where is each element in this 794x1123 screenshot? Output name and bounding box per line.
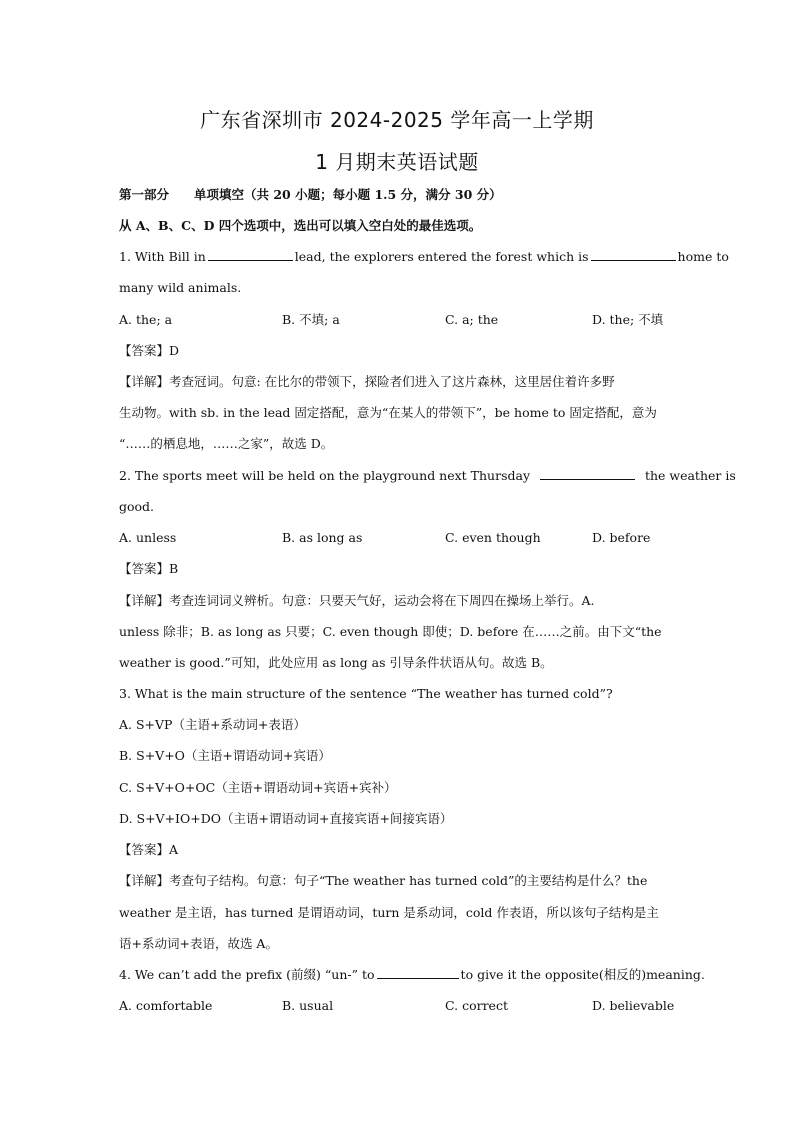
question-3-detail-line3: 语+系动词+表语，故选 A。 [119,936,278,951]
question-1-detail-line1: 【详解】考查冠词。句意: 在比尔的带领下，探险者们进入了这片森林，这里居住着许多野 [119,374,615,389]
question-4-line1 [119,966,705,984]
question-4-option-b: B. usual [282,998,334,1013]
question-2-text-a: 2. The sports meet will be held on the playground next Thursday [119,468,531,483]
question-2-text-c: the weather is [644,468,736,483]
question-4-option-d: D. believable [592,998,675,1013]
question-2-answer: 【答案】B [119,561,179,576]
question-1-option-c: C. a; the [445,312,499,327]
question-2-option-c: C. even though [445,530,541,545]
answer-blank [591,248,676,261]
answer-blank [540,467,635,480]
question-1-text-c: home to [677,249,729,264]
question-1-option-b: B. 不填; a [282,312,340,327]
document-title-line1: 广东省深圳市 2024-2025 学年高一上学期 [200,108,594,132]
question-4-text-c: to give it the opposite(相反的)meaning. [460,967,705,982]
question-2-detail-line3: weather is good.”可知，此处应用 as long as 引导条件状语从句。故选 B。 [119,655,553,670]
question-1-detail-line2: 生动物。with sb. in the lead 固定搭配，意为“在某人的带领下”，be home to 固定搭配，意为 [119,405,657,420]
question-4-option-a: A. comfortable [119,998,213,1013]
question-4-option-c: C. correct [445,998,508,1013]
question-1-text-b: lead, the explorers entered the forest which is [294,249,589,264]
question-3-detail-line2: weather 是主语，has turned 是谓语动词，turn 是系动词，cold 作表语，所以该句子结构是主 [119,905,659,920]
question-3-detail-line1: 【详解】考查句子结构。句意：句子“The weather has turned cold”的主要结构是什么？the [119,873,648,888]
question-2-detail-line2: unless 除非；B. as long as 只要；C. even though 即使；D. before 在……之前。由下文“the [119,624,662,639]
question-2-option-a: A. unless [119,530,177,545]
question-2-detail-line1: 【详解】考查连词词义辨析。句意：只要天气好，运动会将在下周四在操场上举行。A. [119,593,595,608]
question-1-line1 [119,248,729,266]
question-1-option-d: D. the; 不填 [592,312,664,327]
question-1-detail-line3: “……的栖息地，……之家”，故选 D。 [119,436,334,451]
question-1-text-a: 1. With Bill in [119,249,206,264]
question-2-option-b: B. as long as [282,530,363,545]
question-3-line1: 3. What is the main structure of the sentence “The weather has turned cold”? [119,686,613,701]
question-3-option-a: A. S+VP（主语+系动词+表语） [119,717,306,732]
question-2-option-d: D. before [592,530,651,545]
question-3-option-d: D. S+V+IO+DO（主语+谓语动词+直接宾语+间接宾语） [119,811,453,826]
question-3-option-c: C. S+V+O+OC（主语+谓语动词+宾语+宾补） [119,780,397,795]
question-1-option-a: A. the; a [119,312,173,327]
section-heading: 第一部分 单项填空（共 20 小题；每小题 1.5 分，满分 30 分） [119,187,502,202]
document-title-line2: 1 月期末英语试题 [315,150,479,174]
question-2-line1 [119,467,736,485]
question-1-line2: many wild animals. [119,280,242,295]
question-2-line2: good. [119,499,155,514]
question-1-answer: 【答案】D [119,343,180,358]
question-4-text-a: 4. We can’t add the prefix (前缀) “un-” to [119,967,375,982]
answer-blank [377,966,459,979]
answer-blank [208,248,293,261]
section-instruction: 从 A、B、C、D 四个选项中，选出可以填入空白处的最佳选项。 [119,218,482,233]
question-3-option-b: B. S+V+O（主语+谓语动词+宾语） [119,748,331,763]
question-3-answer: 【答案】A [119,842,179,857]
